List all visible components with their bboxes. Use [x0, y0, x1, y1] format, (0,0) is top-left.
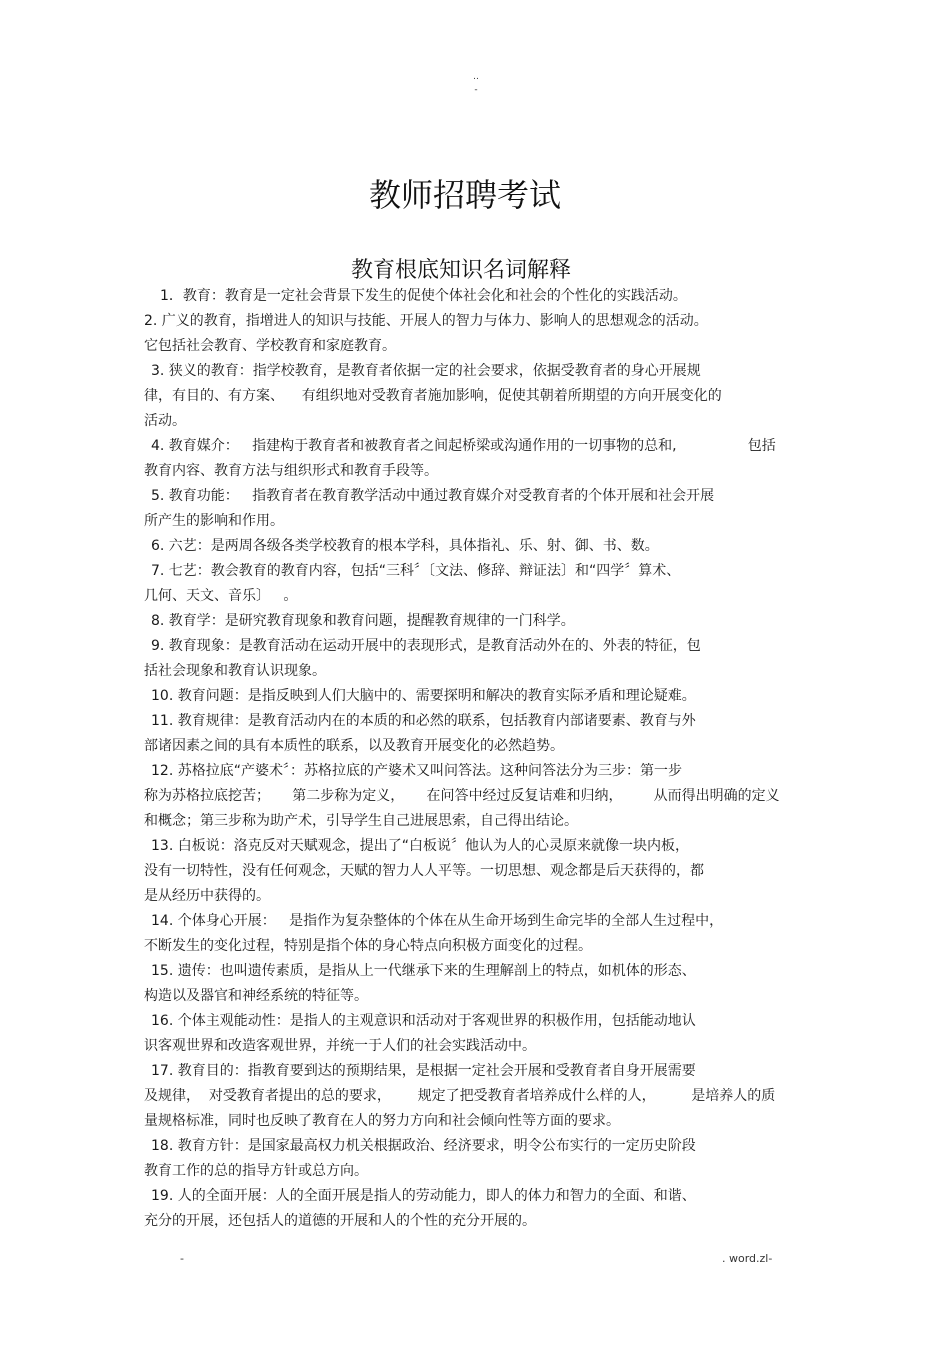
text-line: 14. 个体身心开展： 是指作为复杂整体的个体在从生命开场到生命完毕的全部人生过程中， [151, 913, 724, 929]
text-line: 几何、天文、音乐〕 。 [144, 588, 298, 604]
text-line: 3. 狭义的教育：指学校教育，是教育者依据一定的社会要求，依据受教育者的身心开展规 [151, 363, 701, 379]
text-line: 10. 教育问题：是指反映到人们大脑中的、需要探明和解决的教育实际矛盾和理论疑难。 [151, 688, 696, 704]
document-title: 教师招聘考试 [368, 176, 561, 215]
text-line: 称为苏格拉底挖苦； 第二步称为定义， 在问答中经过反复诘难和归纳， 从而得出明确的定义 [144, 788, 780, 804]
text-line: 律，有目的、有方案、 有组织地对受教育者施加影响，促使其朝着所期望的方向开展变化的 [144, 388, 722, 404]
header-dots: .. [473, 72, 479, 82]
text-line: 所产生的影响和作用。 [144, 513, 284, 529]
text-line: 6. 六艺：是两周各级各类学校教育的根本学科，具体指礼、乐、射、御、书、数。 [151, 538, 659, 554]
text-line: 构造以及器官和神经系统的特征等。 [144, 988, 368, 1004]
text-line: 19. 人的全面开展：人的全面开展是指人的劳动能力，即人的体力和智力的全面、和谐、 [151, 1188, 696, 1204]
text-line: 及规律， 对受教育者提出的总的要求， 规定了把受教育者培养成什么样的人， 是培养人的质 [144, 1088, 776, 1104]
text-line: 充分的开展，还包括人的道德的开展和人的个性的充分开展的。 [144, 1213, 536, 1229]
text-line: 11. 教育规律：是教育活动内在的本质的和必然的联系，包括教育内部诸要素、教育与外 [151, 713, 696, 729]
text-line: 教育工作的总的指导方针或总方向。 [144, 1163, 368, 1179]
text-line: 不断发生的变化过程，特别是指个体的身心特点向积极方面变化的过程。 [144, 938, 592, 954]
text-line: 识客观世界和改造客观世界，并统一于人们的社会实践活动中。 [144, 1038, 536, 1054]
text-line: 教育内容、教育方法与组织形式和教育手段等。 [144, 463, 438, 479]
text-line: 8. 教育学：是研究教育现象和教育问题，提醒教育规律的一门科学。 [151, 613, 575, 629]
text-line: 13. 白板说：洛克反对天赋观念，提出了“白板说〞他认为人的心灵原来就像一块内板， [151, 838, 689, 854]
document-subtitle: 教育根底知识名词解释 [350, 258, 571, 284]
text-line: 2. 广义的教育，指增进人的知识与技能、开展人的智力与体力、影响人的思想观念的活动。 [144, 313, 708, 329]
text-line: 12. 苏格拉底“产婆术〞：苏格拉底的产婆术又叫问答法。这种问答法分为三步：第一步 [151, 763, 682, 779]
header-dash: - [474, 85, 478, 95]
text-line: 7. 七艺：教会教育的教育内容，包括“三科〞〔文法、修辞、辩证法〕和“四学〞算术、 [151, 563, 681, 579]
text-line: 部诸因素之间的具有本质性的联系，以及教育开展变化的必然趋势。 [144, 738, 564, 754]
footer-left-mark: - [180, 1252, 184, 1265]
text-line: 没有一切特性，没有任何观念，天赋的智力人人平等。一切思想、观念都是后天获得的，都 [144, 863, 704, 879]
text-line: 活动。 [144, 413, 186, 429]
text-line: 1．教育：教育是一定社会背景下发生的促使个体社会化和社会的个性化的实践活动。 [160, 288, 687, 304]
text-line: 16. 个体主观能动性：是指人的主观意识和活动对于客观世界的积极作用，包括能动地认 [151, 1013, 696, 1029]
text-line: 9. 教育现象：是教育活动在运动开展中的表现形式，是教育活动外在的、外表的特征，包 [151, 638, 701, 654]
text-line: 是从经历中获得的。 [144, 888, 270, 904]
text-line: 和概念；第三步称为助产术，引导学生自己进展思索，自己得出结论。 [144, 813, 578, 829]
text-line: 18. 教育方针：是国家最高权力机关根据政治、经济要求，明令公布实行的一定历史阶段 [151, 1138, 696, 1154]
text-line: 15. 遗传：也叫遗传素质，是指从上一代继承下来的生理解剖上的特点，如机体的形态、 [151, 963, 696, 979]
text-line: 括社会现象和教育认识现象。 [144, 663, 326, 679]
text-line: 4. 教育媒介： 指建构于教育者和被教育者之间起桥梁或沟通作用的一切事物的总和, 包括 [151, 438, 776, 454]
text-line: 量规格标准，同时也反映了教育在人的努力方向和社会倾向性等方面的要求。 [144, 1113, 620, 1129]
text-line: 5. 教育功能： 指教育者在教育教学活动中通过教育媒介对受教育者的个体开展和社会开展 [151, 488, 715, 504]
footer-source-label: . word.zl- [722, 1252, 773, 1265]
text-line: 17. 教育目的：指教育要到达的预期结果，是根据一定社会开展和受教育者自身开展需要 [151, 1063, 696, 1079]
text-line: 它包括社会教育、学校教育和家庭教育。 [144, 338, 396, 354]
